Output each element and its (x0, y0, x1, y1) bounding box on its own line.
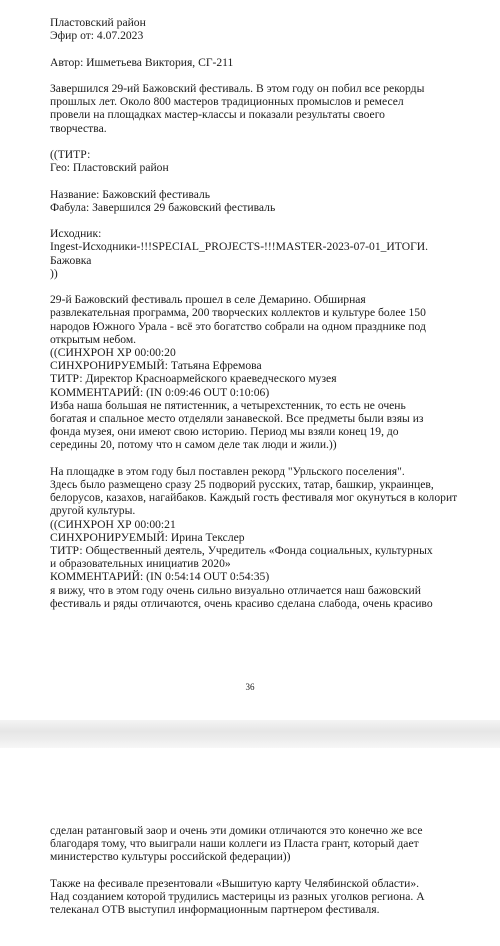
text-line: ((ТИТР: (50, 147, 91, 161)
page-1-text (50, 16, 470, 610)
page-2-text (50, 824, 470, 916)
text-line: Название: Бажовский фестиваль (50, 187, 211, 201)
text-line: другой культуры. (50, 504, 136, 518)
text-line: народов Южного Урала - всё это богатство собрали на одном празднике под (50, 319, 426, 333)
blank-line (50, 174, 470, 187)
page-separator (0, 720, 500, 748)
text-line: Ingest-Исходники-!!!SPECIAL_PROJECTS-!!!MASTER-2023-07-01_ИТОГИ. (50, 240, 429, 254)
text-line: белорусов, казахов, нагайбаков. Каждый гость фестиваля мог окунуться в колорит (50, 491, 458, 505)
blank-line (50, 69, 470, 82)
text-line: Фабула: Завершился 29 бажовский фестиваль (50, 200, 276, 214)
text-line: Исходник: (50, 227, 102, 241)
text-line: ТИТР: Общественный деятель, Учредитель «Фонда социальных, культурных (50, 544, 433, 558)
text-line: сделан ратанговый заор и очень эти домики отличаются это конечно же все (50, 824, 423, 837)
text-line: Также на фесивале презентовали «Вышитую карту Челябинской области». (50, 876, 420, 890)
text-line: КОММЕНТАРИЙ: (IN 0:54:14 OUT 0:54:35) (50, 570, 270, 584)
blank-line (50, 864, 470, 877)
text-line: середины 20, потому что н самом деле так люди и жили.)) (50, 438, 337, 452)
blank-line (50, 280, 470, 293)
text-line: я вижу, что в этом году очень сильно визуально отличается наш бажовский (50, 583, 421, 597)
text-line: КОММЕНТАРИЙ: (IN 0:09:46 OUT 0:10:06) (50, 385, 270, 399)
text-line: Бажовка (50, 253, 92, 267)
text-line: богатая и спальное место отделяли занавеской. Все предметы были взяы из (50, 412, 424, 425)
blank-line (50, 135, 470, 148)
text-line: и образовательных инициатив 2020» (50, 557, 231, 571)
text-line: министерство культуры российской федерации)) (50, 850, 291, 864)
text-line: провели на площадках мастер-классы и показали результаты своего (50, 108, 385, 122)
page-number: 36 (245, 682, 255, 692)
text-line: Эфир от: 4.07.2023 (50, 29, 144, 43)
blank-line (50, 42, 470, 55)
text-line: Здесь было размещено сразу 25 подворий русских, татар, башкир, украинцев, (50, 478, 434, 491)
text-line: ((СИНХРОН ХР 00:00:20 (50, 345, 176, 359)
text-line: На площадке в этом году был поставлен рекорд "Урльского поселения". (50, 464, 405, 478)
text-line: творчества. (50, 121, 107, 135)
text-line: Гео: Пластовский район (50, 161, 169, 175)
text-line: 29-й Бажовский фестиваль прошел в селе Демарино. Обширная (50, 293, 366, 307)
text-line: благодаря тому, что выиграли наши коллеги из Пласта грант, который дает (50, 837, 419, 851)
text-line: развлекательная программа, 200 творческих коллектов и культуре более 150 (50, 306, 426, 320)
text-line: СИНХРОНИРУЕМЫЙ: Ирина Текслер (50, 530, 245, 544)
text-line: ТИТР: Директор Красноармейского краеведческого музея (50, 372, 337, 386)
text-line: Изба наша большая не пятистенник, а четырехстенник, то есть не очень (50, 398, 406, 412)
text-line: ((СИНХРОН ХР 00:00:21 (50, 517, 176, 531)
text-line: Автор: Ишметьева Виктория, СГ-211 (50, 55, 234, 69)
text-line: фонда музея, они имеют свою историю. Период мы взяли конец 19, до (50, 425, 399, 439)
text-line: фестиваль и ряды отличаются, очень красиво сделана слабода, очень красиво (50, 596, 433, 610)
text-line: прошлых лет. Около 800 мастеров традиционных промыслов и ремесел (50, 95, 404, 109)
text-line: Завершился 29-ий Бажовский фестиваль. В этом году он побил все рекорды (50, 81, 425, 95)
text-line: )) (50, 266, 58, 280)
text-line: Пластовский район (50, 16, 146, 29)
document-page-2 (0, 748, 500, 946)
blank-line (50, 214, 470, 227)
text-line: Над созданием которой трудились мастерицы из разных уголков региона. А (50, 890, 425, 903)
text-line: СИНХРОНИРУЕМЫЙ: Татьяна Ефремова (50, 359, 262, 373)
text-line: телеканал ОТВ выступил информационным партнером фестиваля. (50, 903, 380, 917)
text-line: открытым небом. (50, 332, 137, 346)
blank-line (50, 452, 470, 465)
